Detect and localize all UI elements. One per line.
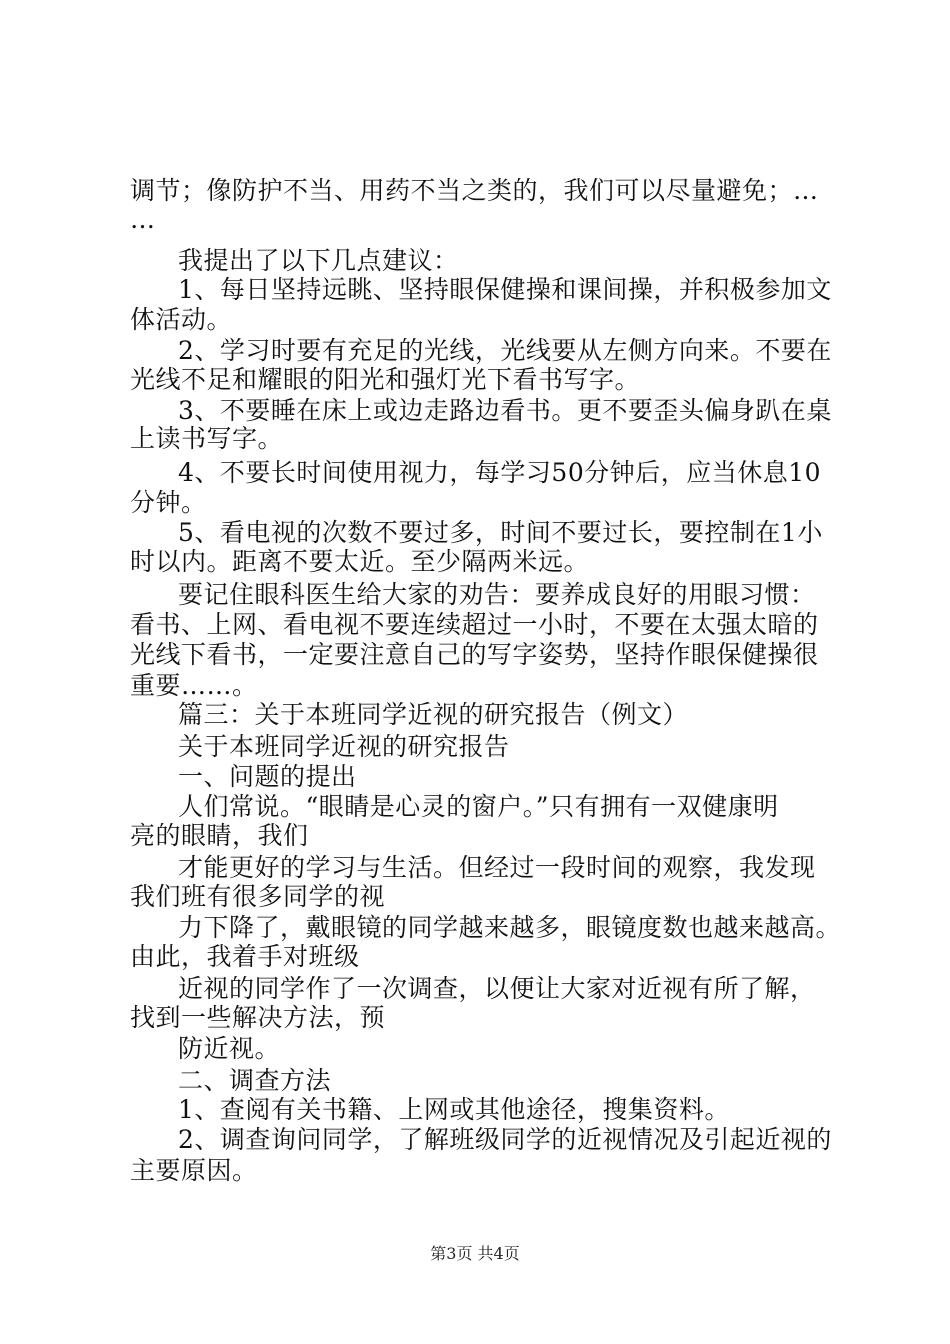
text-line: 力下降了，戴眼镜的同学越来越多，眼镜度数也越来越高。 bbox=[178, 913, 842, 942]
text-line: 2、调查询问同学，了解班级同学的近视情况及引起近视的 bbox=[178, 1125, 832, 1154]
text-line: 1、每日坚持远眺、坚持眼保健操和课间操，并积极参加文 bbox=[178, 275, 832, 304]
text-line: … bbox=[130, 205, 156, 234]
text-line: 光线不足和耀眼的阳光和强灯光下看书写字。 bbox=[130, 365, 641, 394]
text-line: 亮的眼睛，我们 bbox=[130, 821, 309, 850]
text-line: 人们常说。“眼睛是心灵的窗户。”只有拥有一双健康明 bbox=[178, 792, 779, 821]
text-line: 时以内。距离不要太近。至少隔两米远。 bbox=[130, 547, 590, 576]
text-line: 我提出了以下几点建议： bbox=[178, 246, 459, 275]
text-line: 5、看电视的次数不要过多，时间不要过长，要控制在1小 bbox=[178, 518, 823, 547]
text-line: 要记住眼科医生给大家的劝告：要养成良好的用眼习惯： bbox=[178, 580, 816, 609]
text-line: 篇三：关于本班同学近视的研究报告（例文） bbox=[178, 700, 689, 729]
text-line: 分钟。 bbox=[130, 488, 207, 517]
text-line: 3、不要睡在床上或边走路边看书。更不要歪头偏身趴在桌 bbox=[178, 396, 832, 425]
text-line: 光线下看书，一定要注意自己的写字姿势，坚持作眼保健操很 bbox=[130, 640, 819, 669]
text-line: 看书、上网、看电视不要连续超过一小时，不要在太强太暗的 bbox=[130, 610, 819, 639]
text-line: 关于本班同学近视的研究报告 bbox=[178, 732, 510, 761]
text-line: 4、不要长时间使用视力，每学习50分钟后，应当休息10 bbox=[178, 458, 822, 487]
text-line: 2、学习时要有充足的光线，光线要从左侧方向来。不要在 bbox=[178, 336, 832, 365]
text-line: 体活动。 bbox=[130, 305, 233, 334]
text-line: 重要……。 bbox=[130, 671, 258, 700]
text-line: 防近视。 bbox=[178, 1034, 281, 1063]
text-line: 上读书写字。 bbox=[130, 424, 284, 453]
text-line: 调节；像防护不当、用药不当之类的，我们可以尽量避免；… bbox=[130, 176, 819, 205]
text-line: 一、问题的提出 bbox=[178, 762, 357, 791]
text-line: 由此，我着手对班级 bbox=[130, 942, 360, 971]
text-line: 近视的同学作了一次调查，以便让大家对近视有所了解， bbox=[178, 974, 816, 1003]
page-footer: 第3页 共4页 bbox=[430, 1244, 520, 1263]
text-line: 二、调查方法 bbox=[178, 1066, 332, 1095]
text-line: 主要原因。 bbox=[130, 1156, 258, 1185]
text-line: 找到一些解决方法，预 bbox=[130, 1003, 386, 1032]
text-line: 我们班有很多同学的视 bbox=[130, 882, 386, 911]
text-line: 1、查阅有关书籍、上网或其他途径，搜集资料。 bbox=[178, 1095, 730, 1124]
text-line: 才能更好的学习与生活。但经过一段时间的观察，我发现 bbox=[178, 853, 816, 882]
